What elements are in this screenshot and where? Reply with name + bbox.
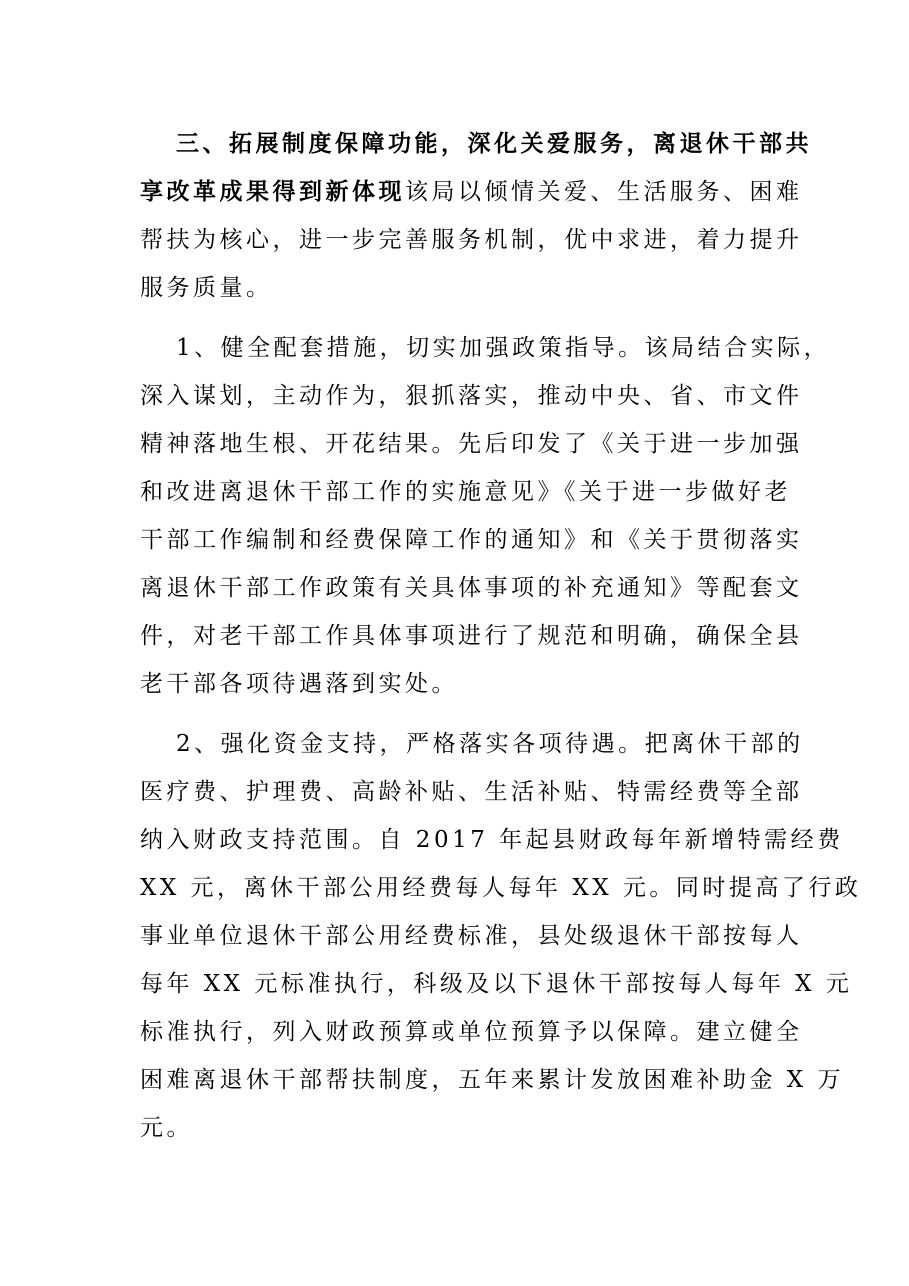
item-2-line-8: 困难离退休干部帮扶制度，五年来累计发放困难补助金 X 万 bbox=[140, 1067, 844, 1093]
item-2-line-9: 元。 bbox=[140, 1115, 193, 1141]
item-1-line-1: 1、健全配套措施，切实加强政策指导。该局结合实际， bbox=[176, 335, 831, 361]
item-2-line-5: 事业单位退休干部公用经费标准，县处级退休干部按每人 bbox=[140, 923, 803, 949]
section-3-paragraph bbox=[140, 120, 812, 312]
section-3-heading-line-1: 三、拓展制度保障功能，深化关爱服务，离退休干部共 bbox=[176, 130, 812, 157]
item-1-paragraph bbox=[140, 324, 831, 708]
item-2-line-3: 纳入财政支持范围。自 2017 年起县财政每年新增特需经费 bbox=[140, 827, 844, 853]
section-3-line-2 bbox=[140, 168, 803, 216]
item-1-line-5: 干部工作编制和经费保障工作的通知》和《关于贯彻落实 bbox=[140, 527, 803, 553]
section-3-line-3: 帮扶为核心，进一步完善服务机制，优中求进，着力提升 bbox=[140, 227, 803, 253]
item-1-line-7: 件，对老干部工作具体事项进行了规范和明确，确保全县 bbox=[140, 623, 803, 649]
item-2-line-1: 2、强化资金支持，严格落实各项待遇。把离休干部的 bbox=[176, 731, 804, 757]
item-1-line-6: 离退休干部工作政策有关具体事项的补充通知》等配套文 bbox=[140, 575, 803, 601]
item-2-line-2: 医疗费、护理费、高龄补贴、生活补贴、特需经费等全部 bbox=[140, 779, 803, 805]
section-3-line-4: 服务质量。 bbox=[140, 275, 273, 301]
item-2-paragraph bbox=[140, 720, 862, 1152]
item-1-line-8: 老干部各项待遇落到实处。 bbox=[140, 671, 458, 697]
section-3-heading-line-2: 享改革成果得到新体现 bbox=[140, 178, 405, 205]
item-2-line-7: 标准执行，列入财政预算或单位预算予以保障。建立健全 bbox=[140, 1019, 803, 1045]
section-3-text: 该局以倾情关爱、生活服务、困难 bbox=[405, 179, 803, 205]
item-2-line-4: XX 元，离休干部公用经费每人每年 XX 元。同时提高了行政 bbox=[140, 875, 862, 901]
item-1-line-4: 和改进离退休干部工作的实施意见》《关于进一步做好老 bbox=[140, 479, 791, 505]
item-1-line-2: 深入谋划，主动作为，狠抓落实，推动中央、省、市文件 bbox=[140, 383, 803, 409]
item-2-line-6: 每年 XX 元标准执行，科级及以下退休干部按每人每年 X 元 bbox=[140, 971, 853, 997]
item-1-line-3: 精神落地生根、开花结果。先后印发了《关于进一步加强 bbox=[140, 431, 803, 457]
